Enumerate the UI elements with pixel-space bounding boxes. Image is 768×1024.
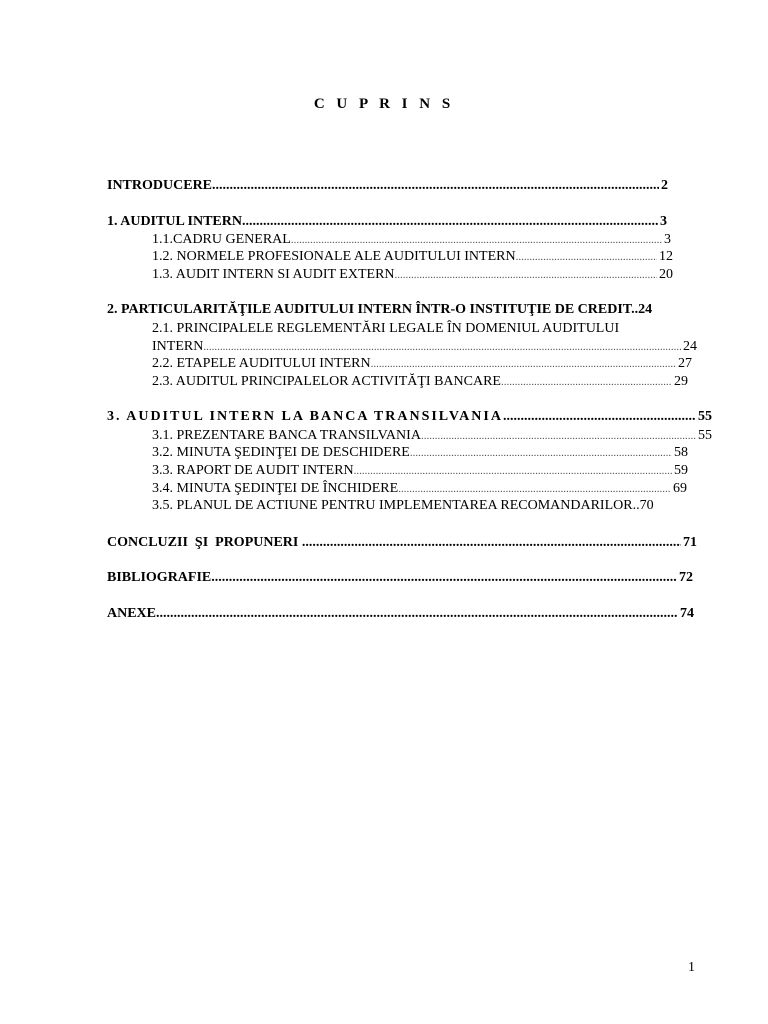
dot-leader <box>211 570 677 586</box>
toc-entry-section-2-3[interactable] <box>152 374 688 390</box>
toc-entry-title: 3. AUDITUL INTERN LA BANCA TRANSILVANIA <box>107 409 503 424</box>
toc-entry-page: 24 <box>638 302 653 317</box>
document-title: C U P R I N S <box>313 96 455 112</box>
dot-leader <box>212 178 659 194</box>
toc-entry-section-3-2[interactable] <box>152 445 688 461</box>
toc-entry-page: 12 <box>659 249 673 264</box>
toc-entry-page: 69 <box>673 481 687 496</box>
dot-leader <box>156 606 678 622</box>
toc-entry-title: CONCLUZII ŞI PROPUNERI <box>107 535 302 550</box>
toc-entry-chapter-3[interactable] <box>107 409 712 425</box>
toc-entry-concluzii[interactable] <box>107 535 697 551</box>
toc-entry-title: 1.3. AUDIT INTERN SI AUDIT EXTERN <box>152 267 395 282</box>
toc-entry-page: 70 <box>639 498 654 513</box>
toc-entry-page: 74 <box>680 606 694 621</box>
toc-entry-page: 20 <box>659 267 673 282</box>
dot-leader <box>354 463 672 479</box>
dot-leader <box>371 356 676 372</box>
toc-entry-page: 72 <box>679 570 693 585</box>
toc-entry-section-1-3[interactable] <box>152 267 673 283</box>
toc-entry-title: 2.2. ETAPELE AUDITULUI INTERN <box>152 356 371 371</box>
toc-entry-title: 3.5. PLANUL DE ACTIUNE PENTRU IMPLEMENTAREA RECOMANDARILOR.. <box>152 498 640 513</box>
dot-leader <box>302 535 681 551</box>
toc-entry-page: 55 <box>698 409 712 424</box>
toc-entry-section-2-1-line1[interactable]: 2.1. PRINCIPALELE REGLEMENTĂRI LEGALE ÎN DOMENIUL AUDITULUI <box>152 321 620 336</box>
toc-entry-title: 3.1. PREZENTARE BANCA TRANSILVANIA <box>152 428 421 443</box>
toc-entry-section-3-3[interactable] <box>152 463 688 479</box>
toc-entry-page: 59 <box>674 463 688 478</box>
toc-entry-page: 55 <box>698 428 712 443</box>
dot-leader <box>398 481 671 497</box>
toc-entry-page: 58 <box>674 445 688 460</box>
page-number: 1 <box>688 960 695 975</box>
toc-entry-title: INTRODUCERE <box>107 178 213 193</box>
dot-leader <box>291 232 662 248</box>
toc-entry-title: 1. AUDITUL INTERN <box>107 214 242 229</box>
toc-entry-page: 71 <box>683 535 697 550</box>
toc-entry-title: 2. PARTICULARITĂŢILE AUDITULUI INTERN ÎNTR-O INSTITUŢIE DE CREDIT.. <box>107 302 639 317</box>
toc-entry-page: 2 <box>661 178 668 193</box>
toc-entry-section-2-2[interactable] <box>152 356 692 372</box>
toc-entry-chapter-2[interactable] <box>107 302 693 318</box>
dot-leader <box>503 409 696 425</box>
toc-entry-page: 3 <box>660 214 667 229</box>
dot-leader <box>395 267 657 283</box>
toc-entry-page: 24 <box>683 339 697 354</box>
toc-entry-section-3-5[interactable] <box>152 498 694 514</box>
toc-entry-page: 3 <box>664 232 671 247</box>
toc-entry-page: 29 <box>674 374 688 389</box>
toc-entry-chapter-1[interactable] <box>107 214 667 230</box>
toc-entry-title: INTERN <box>152 339 204 354</box>
toc-entry-title: ANEXE <box>107 606 157 621</box>
toc-entry-section-1-2[interactable] <box>152 249 673 265</box>
toc-entry-introducere[interactable] <box>107 178 668 194</box>
dot-leader <box>203 339 681 355</box>
toc-entry-title: 3.2. MINUTA ŞEDINŢEI DE DESCHIDERE <box>152 445 410 460</box>
toc-entry-title: BIBLIOGRAFIE <box>107 570 212 585</box>
dot-leader <box>410 445 672 461</box>
toc-entry-title: 1.1.CADRU GENERAL <box>152 232 291 247</box>
toc-entry-section-3-4[interactable] <box>152 481 687 497</box>
dot-leader <box>516 249 657 265</box>
toc-entry-page: 27 <box>678 356 692 371</box>
toc-entry-section-1-1[interactable] <box>152 232 671 248</box>
dot-leader <box>421 428 696 444</box>
toc-entry-title: 3.4. MINUTA ŞEDINŢEI DE ÎNCHIDERE <box>152 481 399 496</box>
toc-entry-title: 1.2. NORMELE PROFESIONALE ALE AUDITULUI INTERN <box>152 249 516 264</box>
dot-leader <box>242 214 658 230</box>
toc-entry-title: 3.3. RAPORT DE AUDIT INTERN <box>152 463 354 478</box>
toc-entry-bibliografie[interactable] <box>107 570 693 586</box>
dot-leader <box>501 374 672 390</box>
toc-entry-section-2-1[interactable] <box>152 339 697 355</box>
toc-entry-anexe[interactable] <box>107 606 694 622</box>
toc-entry-section-3-1[interactable] <box>152 428 712 444</box>
toc-entry-title: 2.3. AUDITUL PRINCIPALELOR ACTIVITĂŢI BANCARE <box>152 374 501 389</box>
